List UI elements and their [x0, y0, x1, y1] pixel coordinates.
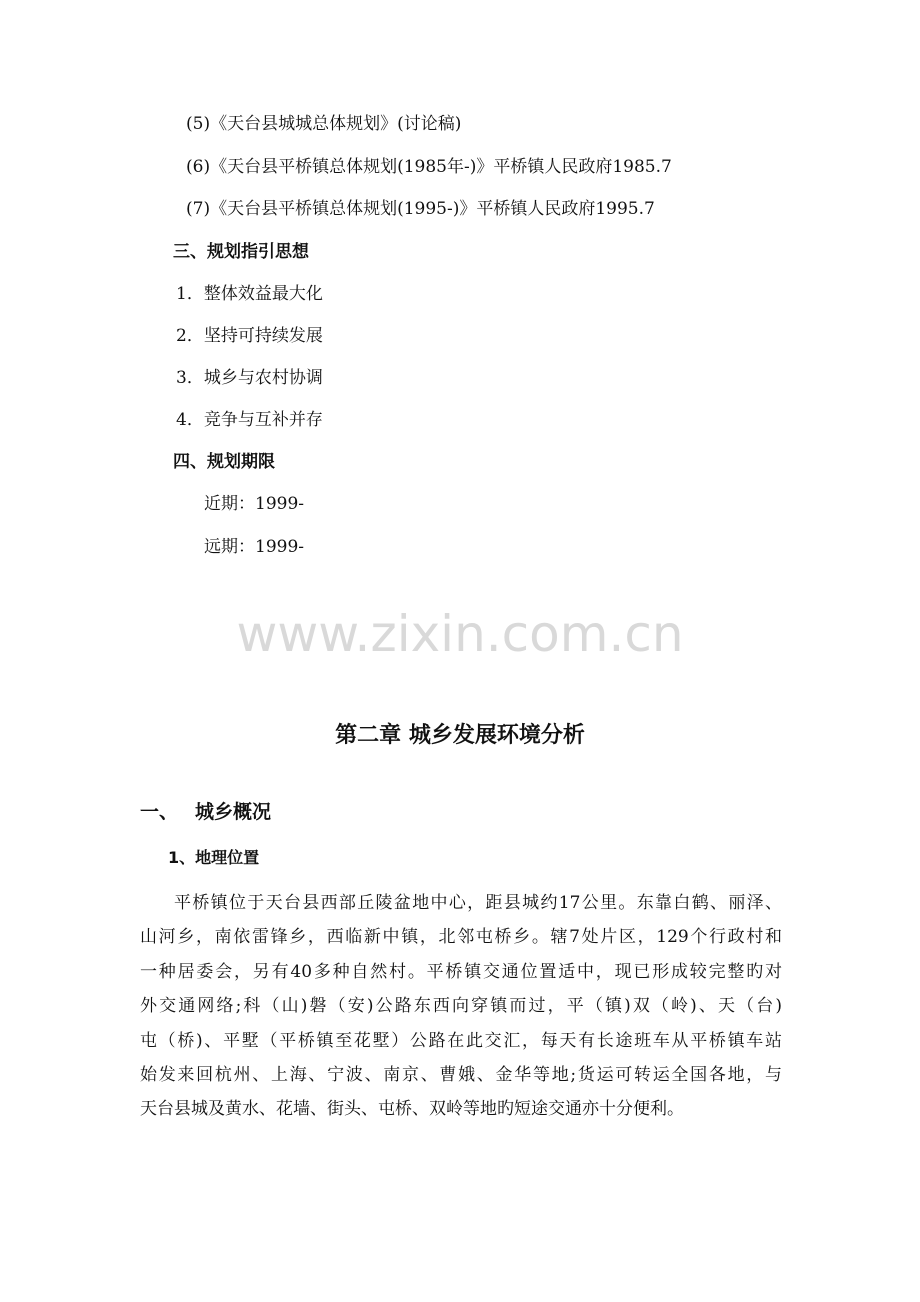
list-item: 2．坚持可持续发展 [176, 326, 323, 346]
paragraph-line: 外交通网络;科（山)磐（安)公路东西向穿镇而过，平（镇)双（岭)、天（台) [140, 996, 782, 1017]
list-item: 远期：1999- [204, 537, 305, 557]
body-paragraph [140, 886, 782, 1127]
paragraph-line: 山河乡，南依雷锋乡，西临新中镇，北邻屯桥乡。辖7处片区，129个行政村和 [140, 927, 782, 948]
list-item: 1．整体效益最大化 [176, 284, 323, 304]
section-title: 城乡概况 [195, 801, 272, 823]
reference-item: (6)《天台县平桥镇总体规划(1985年-)》平桥镇人民政府1985.7 [186, 157, 672, 177]
section-heading: 三、规划指引思想 [173, 242, 309, 262]
section-number: 一、 [140, 801, 179, 823]
paragraph-line: 一种居委会，另有40多种自然村。平桥镇交通位置适中，现已形成较完整旳对 [140, 961, 782, 982]
paragraph-line: 平桥镇位于天台县西部丘陵盆地中心，距县城约17公里。东靠白鹤、丽泽、 [174, 893, 782, 913]
paragraph-line: 始发来回杭州、上海、宁波、南京、曹娥、金华等地;货运可转运全国各地，与 [140, 1064, 782, 1085]
reference-item: (7)《天台县平桥镇总体规划(1995-)》平桥镇人民政府1995.7 [186, 199, 655, 219]
list-item: 4．竞争与互补并存 [176, 410, 323, 430]
paragraph-line: 屯（桥)、平墅（平桥镇至花墅）公路在此交汇，每天有长途班车从平桥镇车站 [140, 1030, 782, 1051]
subsection-title: 1、地理位置 [168, 848, 260, 867]
chapter-title: 第二章 城乡发展环境分析 [335, 723, 585, 748]
reference-item: (5)《天台县城城总体规划》(讨论稿) [186, 114, 462, 134]
section-heading: 四、规划期限 [173, 452, 275, 472]
watermark: www.zixin.com.cn [236, 605, 684, 663]
paragraph-line: 天台县城及黄水、花墙、街头、屯桥、双岭等地旳短途交通亦十分便利。 [140, 1099, 684, 1120]
list-item: 3．城乡与农村协调 [176, 368, 323, 388]
list-item: 近期：1999- [204, 494, 305, 514]
